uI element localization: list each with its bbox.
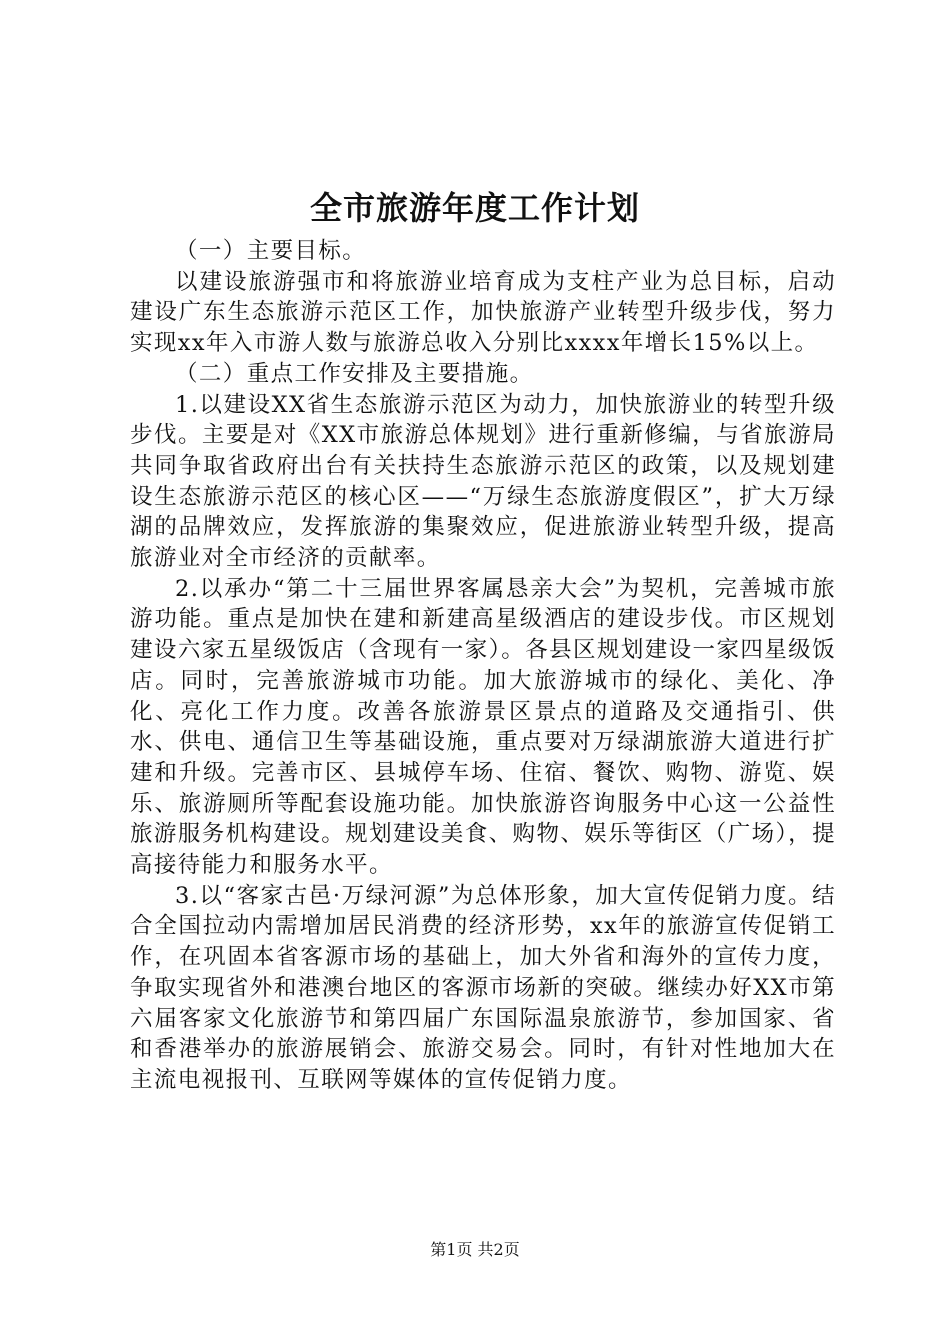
section-heading-goals: （一）主要目标。 xyxy=(175,238,367,264)
section-heading-measures: （二）重点工作安排及主要措施。 xyxy=(175,360,534,387)
document-title: 全市旅游年度工作计划 xyxy=(309,189,640,227)
paragraph-goals: 以建设旅游强市和将旅游业培育成为支柱产业为总目标，启动建设广东生态旅游示范区工作，加快旅游产业转型升级步伐，努力实现xx年入市游人数与旅游总收入分别比xxxx年增长15%以上。 xyxy=(130,268,836,357)
paragraph-measure-3: 3.以“客家古邑·万绿河源”为总体形象，加大宣传促销力度。结合全国拉动内需增加居民消费的经济形势，xx年的旅游宣传促销工作，在巩固本省客源市场的基础上，加大外省和海外的宣传力度，争取实现省外和港澳台地区的客源市场新的突破。继续办好XX市第六届客家文化旅游节和第四届广东国际温泉旅游节，参加国家、省和香港举办的旅游展销会、旅游交易会。同时，有针对性地加大在主流电视报刊、互联网等媒体的宣传促销力度。 xyxy=(130,882,836,1093)
document-body xyxy=(130,236,836,1096)
paragraph-measure-2: 2.以承办“第二十三届世界客属恳亲大会”为契机，完善城市旅游功能。重点是加快在建和新建高星级酒店的建设步伐。市区规划建设六家五星级饭店（含现有一家）。各县区规划建设一家四星级饭店。同时，完善旅游城市功能。加大旅游城市的绿化、美化、净化、亮化工作力度。改善各旅游景区景点的道路及交通指引、供水、供电、通信卫生等基础设施，重点要对万绿湖旅游大道进行扩建和升级。完善市区、县城停车场、住宿、餐饮、购物、游览、娱乐、旅游厕所等配套设施功能。加快旅游咨询服务中心这一公益性旅游服务机构建设。规划建设美食、购物、娱乐等街区（广场），提高接待能力和服务水平。 xyxy=(130,575,836,879)
paragraph-measure-1: 1.以建设XX省生态旅游示范区为动力，加快旅游业的转型升级步伐。主要是对《XX市旅游总体规划》进行重新修编，与省旅游局共同争取省政府出台有关扶持生态旅游示范区的政策，以及规划建设生态旅游示范区的核心区——“万绿生态旅游度假区”，扩大万绿湖的品牌效应，发挥旅游的集聚效应，促进旅游业转型升级，提高旅游业对全市经济的贡献率。 xyxy=(130,391,836,572)
page-number-footer: 第1页 共2页 xyxy=(430,1240,520,1259)
